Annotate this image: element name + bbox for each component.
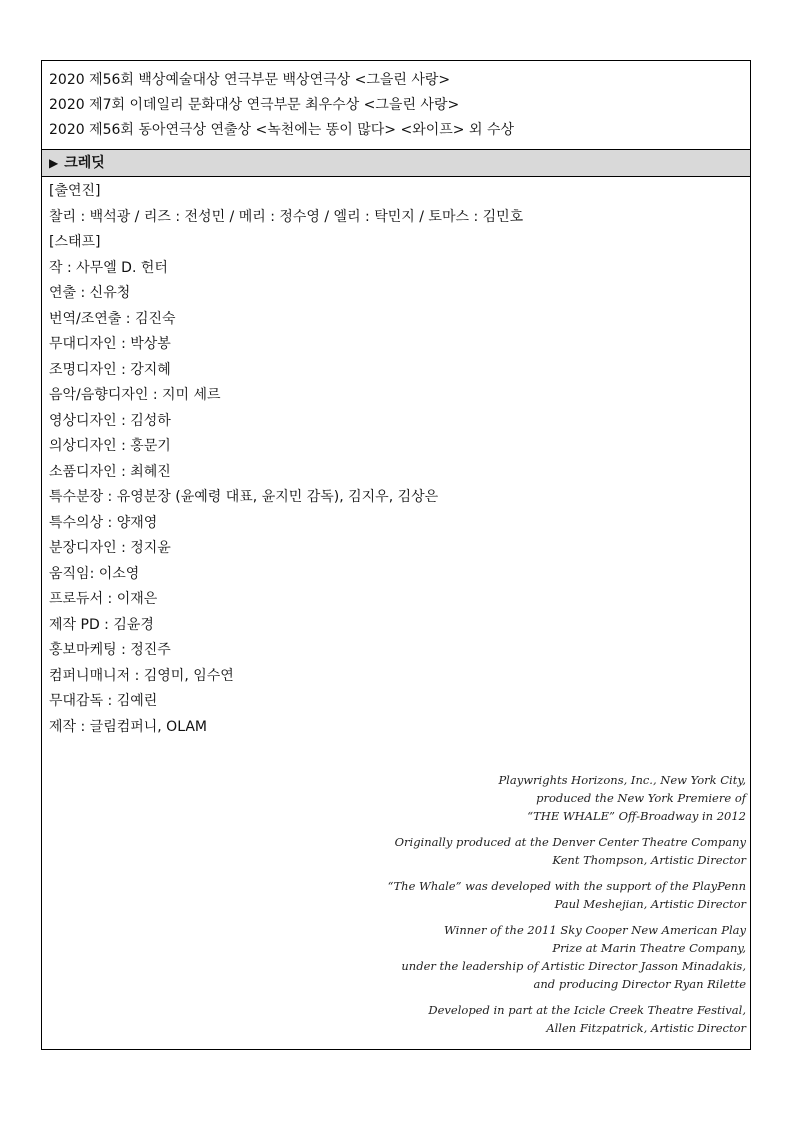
credit-line: 의상디자인 : 홍문기 — [49, 438, 171, 454]
credit-line: 무대감독 : 김예린 — [49, 693, 158, 709]
credits-list — [42, 177, 750, 740]
credits-header — [42, 150, 750, 177]
note-line: Prize at Marin Theatre Company, — [552, 941, 746, 955]
award-line: 2020 제56회 동아연극상 연출상 <녹천에는 똥이 많다> <와이프> 외 수상 — [49, 122, 514, 138]
note-line: Allen Fitzpatrick, Artistic Director — [546, 1021, 746, 1035]
production-note — [146, 921, 746, 993]
credit-line: 조명디자인 : 강지혜 — [49, 361, 171, 378]
credit-line: [출연진] — [49, 183, 101, 199]
production-note — [146, 771, 746, 825]
note-line: Winner of the 2011 Sky Cooper New American Play — [444, 923, 746, 937]
credit-line: 찰리 : 백석광 / 리즈 : 전성민 / 메리 : 정수영 / 엘리 : 탁민지 / 토마스 : 김민호 — [49, 208, 524, 225]
credit-line: 영상디자인 : 김성하 — [49, 412, 171, 429]
credit-line: [스태프] — [49, 234, 101, 250]
play-triangle-icon: ▶ — [49, 156, 59, 170]
note-line: Developed in part at the Icicle Creek Theatre Festival, — [428, 1003, 746, 1017]
note-line: Playwrights Horizons, Inc., New York City, — [498, 773, 746, 787]
note-line: “The Whale” was developed with the support of the PlayPenn — [387, 879, 746, 893]
credit-line: 음악/음향디자인 : 지미 세르 — [49, 387, 221, 403]
credit-line: 제작 PD : 김윤경 — [49, 616, 154, 633]
production-notes — [146, 771, 746, 1045]
credit-line: 프로듀서 : 이재은 — [49, 591, 158, 607]
credit-line: 연출 : 신유청 — [49, 285, 131, 301]
credit-line: 번역/조연출 : 김진숙 — [49, 310, 176, 327]
note-line: Paul Meshejian, Artistic Director — [554, 897, 746, 911]
document-frame — [41, 60, 751, 1050]
credit-line: 컴퍼니매니저 : 김영미, 임수연 — [49, 667, 234, 684]
credit-line: 제작 : 글림컴퍼니, OLAM — [49, 718, 207, 735]
credit-line: 움직임: 이소영 — [49, 565, 140, 582]
note-line: “THE WHALE” Off-Broadway in 2012 — [527, 809, 746, 823]
note-line: and producing Director Ryan Rilette — [533, 977, 746, 991]
note-line: Kent Thompson, Artistic Director — [552, 853, 746, 867]
credit-line: 특수의상 : 양재영 — [49, 514, 158, 531]
note-line: produced the New York Premiere of — [536, 791, 746, 805]
note-line: Originally produced at the Denver Center Theatre Company — [394, 835, 746, 849]
credit-line: 분장디자인 : 정지윤 — [49, 540, 171, 556]
awards-section — [42, 61, 750, 150]
production-note — [146, 1001, 746, 1037]
credit-line: 특수분장 : 유영분장 (윤예령 대표, 윤지민 감독), 김지우, 김상은 — [49, 489, 439, 505]
production-note — [146, 833, 746, 869]
credits-title: 크레딧 — [64, 155, 105, 171]
award-line: 2020 제7회 이데일리 문화대상 연극부문 최우수상 <그을린 사랑> — [49, 97, 460, 113]
credit-line: 무대디자인 : 박상봉 — [49, 336, 171, 352]
production-note — [146, 877, 746, 913]
credit-line: 홍보마케팅 : 정진주 — [49, 642, 171, 658]
credit-line: 소품디자인 : 최혜진 — [49, 463, 171, 480]
credit-line: 작 : 사무엘 D. 헌터 — [49, 259, 168, 276]
award-line: 2020 제56회 백상예술대상 연극부문 백상연극상 <그을린 사랑> — [49, 72, 451, 88]
note-line: under the leadership of Artistic Director Jasson Minadakis, — [401, 959, 746, 973]
